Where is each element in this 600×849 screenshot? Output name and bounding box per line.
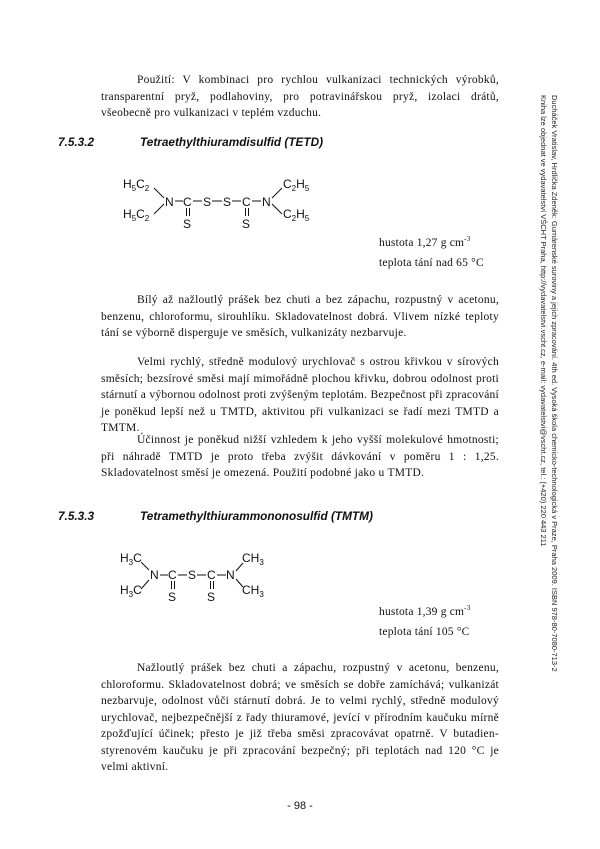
bond-line (154, 204, 164, 214)
tetd-ethyl-left-top: $H_5C_2$ (123, 177, 150, 193)
tmtm-methyl-left-top: $H_3C$ (120, 551, 142, 567)
tmtm-structure-diagram (118, 548, 268, 606)
tmtm-melting-point: teplota tání 105 °C (379, 626, 470, 638)
section-heading-tmtm (58, 509, 373, 523)
tetd-paragraph-3: Účinnost je poněkud nižší vzhledem k jeho vyšší molekulové hmotnosti; při náhradě TMTD je proto třeba zvýšit dávkování v poměru 1 : 1,25. Skladovatelnost směsí je omezená. Použití podobné jako u TMTD. (101, 434, 499, 479)
tmtm-properties (379, 602, 470, 642)
tmtm-atom-s-thione-right: S (207, 590, 216, 604)
tetd-properties (379, 233, 484, 273)
tetd-density: hustota 1,27 g $cm^{-3}$ (379, 235, 471, 249)
tetd-atom-n-right: N (262, 195, 271, 209)
tetd-paragraph-1: Bílý až nažloutlý prášek bez chuti a bez zápachu, rozpustný v acetonu, benzenu, chloroformu, sirouhlíku. Skladovatelnost dobrá. Vlivem nízké teploty tání se výborně disperguje ve směsích, vulkanizáty nezbarvuje. (101, 294, 499, 339)
tetd-atom-s-thione-left: S (183, 217, 192, 231)
bond-line (141, 580, 149, 589)
tmtm-methyl-right-bottom: $CH_3$ (242, 583, 264, 599)
tetd-atom-s-thione-right: S (242, 217, 251, 231)
tmtm-atom-c-left: C (168, 568, 177, 582)
tetd-ethyl-right-bottom: $C_2H_5$ (283, 207, 310, 223)
tmtm-atom-s-bridge: S (188, 568, 197, 582)
tmtm-atom-n-left: N (150, 568, 159, 582)
tmtm-paragraph: Nažloutlý prášek bez chuti a zápachu, rozpustný v acetonu, benzenu, chloroformu. Skladovatelnost dobrá; ve směsích se dobře zamíchává; vulkanizát nezbarvuje, odolnost vůči stárnutí dobrá. Je to velmi rychlý, středně modulový urychlovač, nejbezpečnější z řady thiuramové, jevící v přírodním kaučuku mírně zpožďující účinek; přesto je již třeba směsi zpracovávat opatrně. V butadien-styrenovém kaučuku je při zpracování bezpečný; při teplotách nad 120 °C je velmi aktivní. (101, 662, 499, 773)
tetd-ethyl-left-bottom: $H_5C_2$ (123, 207, 150, 223)
bond-line (272, 204, 282, 214)
tmtm-methyl-left-bottom: $H_3C$ (120, 583, 142, 599)
tmtm-atom-s-thione-left: S (168, 590, 177, 604)
intro-paragraph: Použití: V kombinaci pro rychlou vulkanizaci technických výrobků, transparentní pryž, podlahoviny, pro potravinářskou pryž, izolaci drátů, všeobecně pro vulkanizaci v teplém vzduchu. (101, 74, 499, 119)
tmtm-methyl-right-top: $CH_3$ (242, 551, 264, 567)
bond-line (154, 188, 164, 198)
tmtm-atom-c-right: C (207, 568, 216, 582)
tetd-atom-c-right: C (242, 195, 251, 209)
section-title: Tetramethylthiurammononosulfid (TMTM) (140, 509, 373, 523)
tmtm-atom-n-right: N (226, 568, 235, 582)
side-citation-line-1: Ducháček Vratislav, Hrdlička Zdeněk: Gumárenské suroviny a jejich zpracování. 4th ed. Vysoká škola chemicko-technologická v Praze, Praha 2009. ISBN 978-80-7080-713-2 (550, 95, 559, 672)
section-title: Tetraethylthiuramdisulfid (TETD) (140, 135, 324, 149)
tetd-atom-c-left: C (183, 195, 192, 209)
section-number: 7.5.3.2 (58, 135, 95, 149)
tmtm-density: hustota 1,39 g $cm^{-3}$ (379, 604, 471, 618)
side-citation-line-2: Kniha lze objednat ve vydavatelství VŠCHT Praha, http://vydavatelstvi.vscht.cz, e-mail: vydavatelstvi@vscht.cz, tel.: (+420) 220 443 211 (539, 95, 548, 547)
tetd-atom-n-left: N (165, 195, 174, 209)
tetd-structure-diagram (120, 170, 330, 235)
tetd-atom-s-bridge-2: S (223, 195, 232, 209)
side-citation (538, 95, 560, 795)
tetd-paragraph-2: Velmi rychlý, středně modulový urychlovač s ostrou křivkou v sírových směsích; bezsírové směsi mají mimořádně plochou křivku, dobrou odolnost proti stárnutí a výbornou odolnost proti zvýšeným teplotám. Bezpečnost při zpracování je poněkud lepší než u TMTD, aktivitou při vulkanizaci se řadí mezi TMTD a TMTM. (101, 356, 499, 434)
bond-line (272, 188, 282, 198)
tetd-ethyl-right-top: $C_2H_5$ (283, 177, 310, 193)
bond-line (141, 562, 149, 570)
section-number: 7.5.3.3 (58, 509, 95, 523)
section-heading-tetd (58, 135, 323, 149)
page-number: - 98 - (287, 800, 313, 812)
tetd-atom-s-bridge-1: S (203, 195, 212, 209)
tetd-melting-point: teplota tání nad 65 °C (379, 257, 484, 269)
